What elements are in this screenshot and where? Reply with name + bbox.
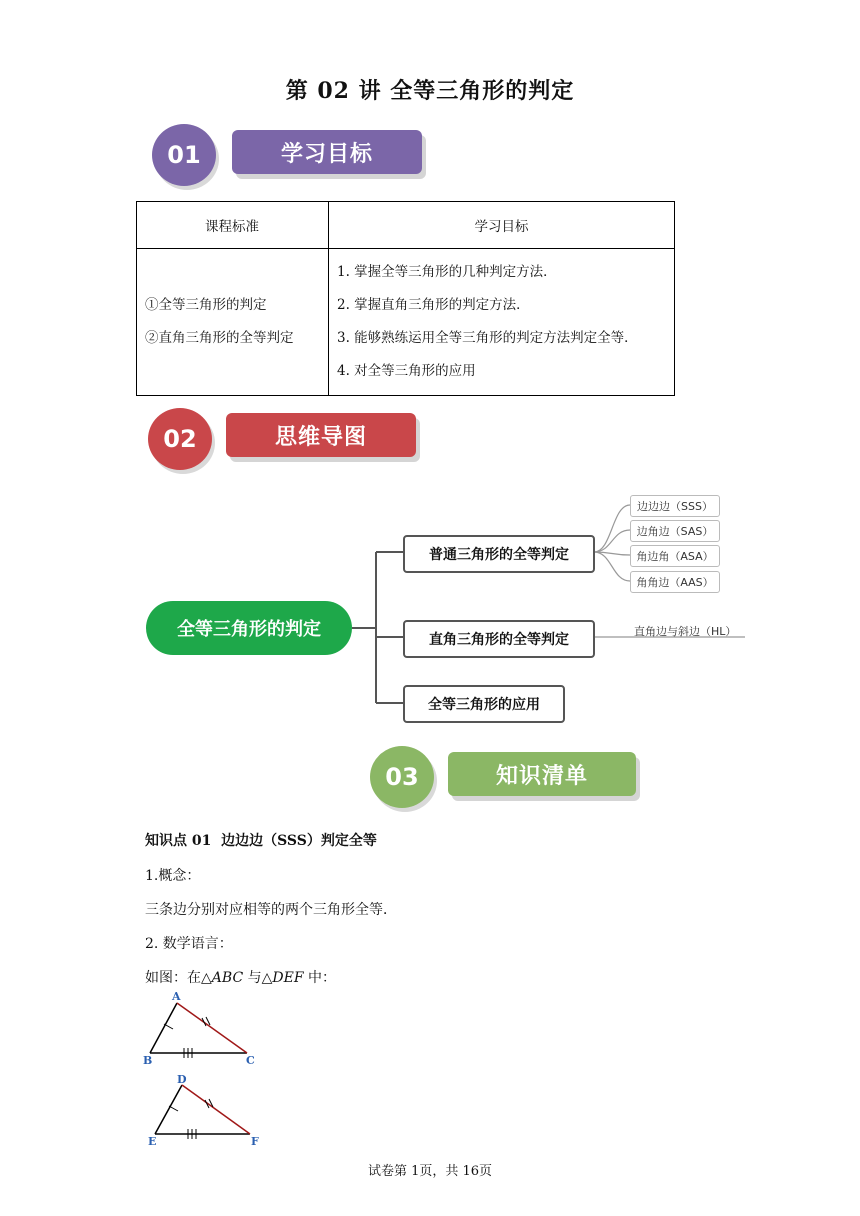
section-number-badge: 01	[152, 124, 216, 186]
mindmap-leaf-aas: 角角边（AAS）	[630, 571, 720, 593]
mindmap-leaf-sss: 边边边（SSS）	[630, 495, 720, 517]
goal-item: 1. 掌握全等三角形的几种判定方法．	[337, 264, 557, 280]
vertex-label-a: A	[172, 990, 181, 1003]
section-banner-mindmap: 思维导图	[226, 413, 416, 457]
mindmap-branch-general: 普通三角形的全等判定	[403, 535, 595, 573]
mindmap-branch-right: 直角三角形的全等判定	[403, 620, 595, 658]
goal-item: 3. 能够熟练运用全等三角形的判定方法判定全等．	[337, 330, 638, 346]
section-banner-goals: 学习目标	[232, 130, 422, 174]
goal-item: 4. 对全等三角形的应用	[337, 363, 476, 379]
mindmap-branch-application: 全等三角形的应用	[403, 685, 565, 723]
section-number-badge: 02	[148, 408, 212, 470]
figure-intro-text: 与△	[243, 970, 273, 986]
knowledge-heading	[145, 830, 377, 850]
vertex-label-b: B	[143, 1054, 153, 1067]
vertex-label-c: C	[246, 1054, 255, 1067]
standard-item: ②直角三角形的全等判定	[145, 330, 294, 346]
standard-item: ①全等三角形的判定	[145, 297, 267, 313]
table-header: 学习目标	[329, 202, 675, 249]
figure-intro-text: 中：	[303, 970, 336, 986]
mindmap-root: 全等三角形的判定	[146, 601, 352, 655]
table-header: 课程标准	[137, 202, 329, 249]
vertex-label-d: D	[177, 1073, 187, 1086]
page-title: 第 02 讲 全等三角形的判定	[285, 78, 575, 104]
knowledge-title: 边边边（SSS）判定全等	[221, 833, 377, 849]
vertex-label-e: E	[148, 1135, 157, 1148]
vertex-label-f: F	[251, 1135, 259, 1148]
section-banner-knowledge: 知识清单	[448, 752, 636, 796]
triangle-abc-name: ABC	[211, 970, 244, 986]
concept-text: 三条边分别对应相等的两个三角形全等．	[145, 902, 397, 918]
goal-item: 2. 掌握直角三角形的判定方法．	[337, 297, 530, 313]
triangle-def-name: DEF	[272, 970, 304, 986]
figure-intro	[145, 967, 336, 987]
section-number-badge: 03	[370, 746, 434, 808]
concept-label: 1.概念：	[145, 868, 201, 884]
page-footer: 试卷第 1页，共 16页	[367, 1164, 493, 1179]
knowledge-number: 知识点 01	[145, 833, 212, 849]
figure-intro-text: 如图：在△	[145, 970, 212, 986]
mindmap-leaf-asa: 角边角（ASA）	[630, 545, 720, 567]
math-language-label: 2. 数学语言：	[145, 936, 233, 952]
mindmap-leaf-hl: 直角边与斜边（HL）	[634, 625, 737, 638]
mindmap-leaf-sas: 边角边（SAS）	[630, 520, 720, 542]
triangle-figure	[140, 990, 270, 1150]
